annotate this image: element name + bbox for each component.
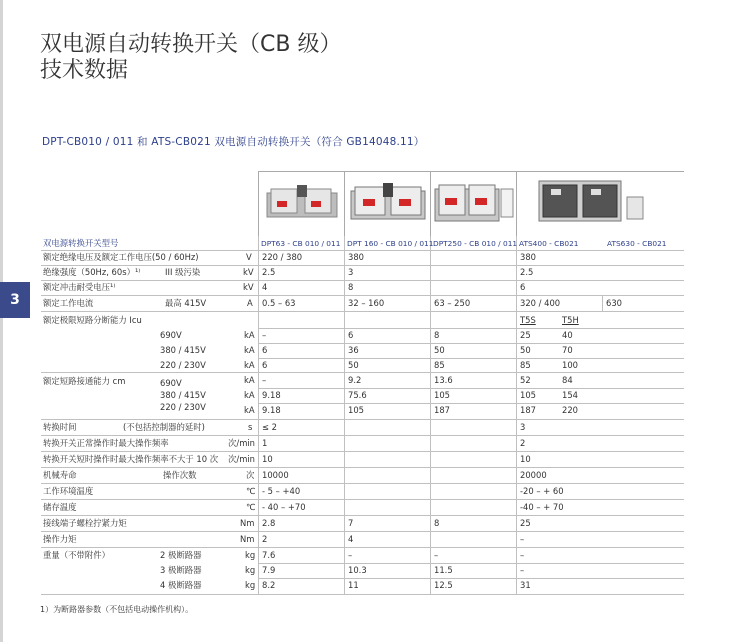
row-unit: kg [245,550,256,560]
row-unit: 次 [246,470,255,480]
model-dpt250: DPT250 - CB 010 / 011 [433,239,518,248]
table-header-row [41,236,684,251]
row-label: 操作力矩 [43,534,77,544]
row-label: 接线端子螺栓拧紧力矩 [43,518,127,528]
row-unit: kg [245,580,256,590]
row-unit: kA [244,360,255,370]
cell: 2.5 [262,267,276,277]
row-unit: s [248,422,253,432]
cell: 10000 [262,470,289,480]
dpt160-product-photo [344,171,431,236]
table-row [41,468,684,484]
header-label: 双电源转换开关型号 [43,238,119,248]
cell: 10.3 [348,565,367,575]
cell: – [262,330,267,340]
row-sublabel: 220 / 230V [160,360,206,370]
cell: 36 [348,345,359,355]
cell: 9.18 [262,390,281,400]
cell: – [520,565,525,575]
cell: 10 [520,454,531,464]
footnote: 1）为断路器参数（不包括电动操作机构）。 [40,605,194,614]
row-sublabel: 220 / 230V [160,402,206,412]
row-unit: Nm [240,518,255,528]
cell: 13.6 [434,375,453,385]
row-label: 储存温度 [43,502,77,512]
cell: 630 [606,298,622,308]
row-label: 额定短路接通能力 cm [43,376,126,386]
making-capacity-group [41,373,684,420]
row-unit: kA [244,345,255,355]
cell: 25 [520,330,531,340]
cell: 40 [562,330,573,340]
t5h-label: T5H [562,315,579,325]
table-row [41,500,684,516]
table-row [41,532,684,548]
cell: ≤ 2 [262,422,278,432]
row-sublabel: 2 极断路器 [160,550,202,560]
cell: 20000 [520,470,547,480]
cell: 6 [262,360,268,370]
row-label: 转换时间 [43,422,77,432]
cell: 85 [520,360,531,370]
cell: – [520,550,525,560]
cell: 12.5 [434,580,453,590]
row-sublabel: 690V [160,330,182,340]
cell: 70 [562,345,573,355]
cell: 6 [520,282,526,292]
cell: -40 – + 70 [520,502,564,512]
row-sublabel: 4 极断路器 [160,580,202,590]
cell: 154 [562,390,578,400]
breaking-capacity-group [41,312,684,373]
cell: 105 [434,390,450,400]
t5s-label: T5S [520,315,536,325]
cell: 2.8 [262,518,276,528]
cell: 8 [434,330,440,340]
table-row [41,251,684,266]
cell: 187 [520,405,536,415]
row-unit: 次/min [228,454,255,464]
row-label: 额定绝缘电压及额定工作电压(50 / 60Hz) [43,252,199,262]
table-row [41,296,684,312]
row-unit: kg [245,565,256,575]
row-unit: Nm [240,534,255,544]
cell: 9.18 [262,405,281,415]
row-label: 工作环境温度 [43,486,94,496]
cell: 50 [348,360,359,370]
row-unit: kA [244,390,255,400]
cell: 32 – 160 [348,298,385,308]
model-ats630: ATS630 - CB021 [607,239,667,248]
row-unit: V [246,252,252,262]
row-unit: A [247,298,253,308]
cell: 1 [262,438,268,448]
cell: 0.5 – 63 [262,298,296,308]
cell: 50 [434,345,445,355]
row-unit: ℃ [246,502,256,512]
row-label: 重量（不带附件） [43,550,110,560]
cell: 6 [348,330,354,340]
row-unit: kV [243,282,254,292]
row-label: 额定冲击耐受电压¹⁾ [43,282,116,292]
table-row [41,484,684,500]
cell: -20 – + 60 [520,486,564,496]
product-photos [258,171,684,236]
cell: 380 [348,252,364,262]
row-sublabel: 380 / 415V [160,345,206,355]
cell: 63 – 250 [434,298,471,308]
row-sublabel: (不包括控制器的延时) [123,422,205,432]
cell: – [348,550,353,560]
cell: - 40 – +70 [262,502,306,512]
cell: 8 [434,518,440,528]
model-ats400: ATS400 - CB021 [519,239,579,248]
cell: 105 [520,390,536,400]
row-label: 机械寿命 [43,470,77,480]
cell: 220 [562,405,578,415]
left-margin-bar [0,0,3,642]
row-unit: kA [244,375,255,385]
cell: 31 [520,580,531,590]
cell: 11.5 [434,565,453,575]
cell: 25 [520,518,531,528]
cell: 2.5 [520,267,534,277]
cell: 75.6 [348,390,367,400]
cell: 8 [348,282,354,292]
cell: 320 / 400 [520,298,561,308]
cell: 105 [348,405,364,415]
cell: – [520,534,525,544]
row-sublabel: 3 极断路器 [160,565,202,575]
row-sublabel: 最高 415V [165,298,207,308]
cell: 7.6 [262,550,276,560]
row-unit: kA [244,405,255,415]
table-row [41,266,684,281]
table-row [41,420,684,436]
cell: 50 [520,345,531,355]
cell: – [262,375,267,385]
page-title: 双电源自动转换开关（CB 级） [40,32,342,57]
table-row [41,516,684,532]
grid-line [602,296,603,311]
chapter-tab: 3 [0,282,30,318]
cell: 6 [262,345,268,355]
cell: 3 [520,422,526,432]
table-row [41,436,684,452]
row-label: 额定极限短路分断能力 Icu [43,315,142,325]
row-unit: kV [243,267,254,277]
cell: 84 [562,375,573,385]
ats-product-photo [516,171,685,236]
cell: 187 [434,405,450,415]
cell: 52 [520,375,531,385]
row-unit: kA [244,330,255,340]
cell: 11 [348,580,359,590]
cell: 8.2 [262,580,276,590]
table-row [41,452,684,468]
section-title: DPT-CB010 / 011 和 ATS-CB021 双电源自动转换开关（符合 GB14048.11） [42,136,425,148]
cell: 4 [348,534,354,544]
cell: 85 [434,360,445,370]
dpt63-product-photo [258,171,345,236]
cell: - 5 – +40 [262,486,301,496]
cell: 7.9 [262,565,276,575]
row-unit: ℃ [246,486,256,496]
cell: 2 [262,534,268,544]
row-sublabel: III 级污染 [165,267,201,277]
cell: 2 [520,438,526,448]
table-row [41,281,684,296]
row-sublabel: 380 / 415V [160,390,206,400]
row-unit: 次/min [228,438,255,448]
cell: 100 [562,360,578,370]
cell: 3 [348,267,354,277]
page-subtitle: 技术数据 [40,58,129,83]
cell: 380 [520,252,536,262]
row-label: 额定工作电流 [43,298,94,308]
cell: 7 [348,518,354,528]
row-label: 转换开关短时操作时最大操作频率不大于 10 次 [43,454,219,464]
cell: 9.2 [348,375,362,385]
cell: – [434,550,439,560]
cell: 4 [262,282,268,292]
row-label: 转换开关正常操作时最大操作频率 [43,438,169,448]
cell: 10 [262,454,273,464]
weight-group [41,548,684,595]
row-label: 绝缘强度（50Hz, 60s）¹⁾ [43,267,141,277]
model-dpt63: DPT63 - CB 010 / 011 [261,239,341,248]
row-sublabel: 690V [160,378,182,388]
row-sublabel: 操作次数 [163,470,197,480]
cell: 220 / 380 [262,252,303,262]
model-dpt160: DPT 160 - CB 010 / 011 [347,239,434,248]
dpt250-product-photo [430,171,517,236]
spec-table [41,236,684,595]
